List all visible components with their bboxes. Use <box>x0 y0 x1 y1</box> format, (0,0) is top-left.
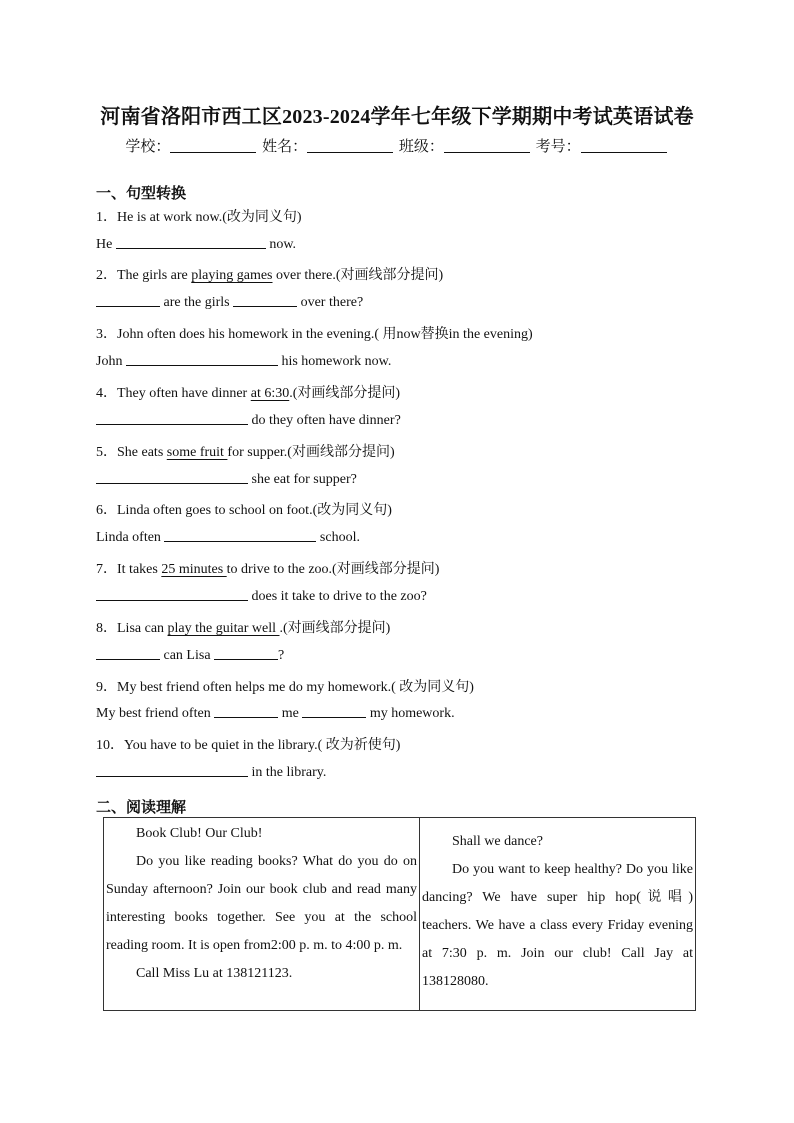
q6-answer: Linda often school. <box>96 530 360 545</box>
q5-underlined: some fruit <box>166 445 228 460</box>
q2-blank-2[interactable] <box>233 294 297 307</box>
book-club-title: Book Club! Our Club! <box>136 826 263 841</box>
book-club-ad <box>104 818 420 1011</box>
q10-prompt: 10．You have to be quiet in the library.( 改为祈使句) <box>96 738 401 753</box>
book-club-call: Call Miss Lu at 138121123. <box>136 966 293 981</box>
q2-underlined: playing games <box>191 268 273 283</box>
q6-prompt: 6．Linda often goes to school on foot.(改为同义句) <box>96 503 392 518</box>
q4-underlined: at 6:30 <box>250 386 290 401</box>
section1-heading: 一、句型转换 <box>96 186 187 202</box>
q7-prompt: 7．It takes 25 minutes to drive to the zoo.(对画线部分提问) <box>96 562 440 577</box>
q8-prompt: 8．Lisa can play the guitar well .(对画线部分提问) <box>96 621 391 636</box>
q8-answer: can Lisa ? <box>96 647 284 664</box>
q7-answer: does it take to drive to the zoo? <box>96 588 427 605</box>
q1-blank[interactable] <box>116 236 266 249</box>
name-label: 姓名： <box>262 139 308 155</box>
q1-prompt: 1．He is at work now.(改为同义句) <box>96 210 302 225</box>
school-blank[interactable] <box>170 138 256 153</box>
q2-answer: are the girls over there? <box>96 294 363 311</box>
student-info-row <box>0 135 794 156</box>
section2-heading: 二、阅读理解 <box>96 800 187 816</box>
q2-blank-1[interactable] <box>96 294 160 307</box>
dance-club-title: Shall we dance? <box>452 834 543 849</box>
q8-blank-1[interactable] <box>96 647 160 660</box>
q7-blank[interactable] <box>96 588 248 601</box>
q9-answer: My best friend often me my homework. <box>96 706 455 721</box>
q3-prompt: 3．John often does his homework in the evening.( 用now替换in the evening) <box>96 327 533 342</box>
q2-prompt: 2．The girls are playing games over there.(对画线部分提问) <box>96 268 444 283</box>
book-club-body: Do you like reading books? What do you do on Sunday afternoon? Join our book club and read many interesting books together. See you at the school reading room. It is open from2:00 p. m. to 4:00 p. m. <box>106 854 417 953</box>
q5-answer: she eat for supper? <box>96 471 357 488</box>
q4-answer: do they often have dinner? <box>96 412 401 429</box>
dance-club-body: Do you want to keep healthy? Do you like dancing? We have super hip hop(说唱) teachers. We have a class every Friday evening at 7:30 p. m. Join our club! Call Jay at 138128080. <box>422 862 693 989</box>
dance-club-ad <box>420 818 696 1011</box>
q4-blank[interactable] <box>96 412 248 425</box>
name-blank[interactable] <box>307 138 393 153</box>
number-label: 考号： <box>535 139 581 155</box>
page-title: 河南省洛阳市西工区2023-2024学年七年级下学期期中考试英语试卷 <box>100 106 694 128</box>
q5-prompt: 5．She eats some fruit for supper.(对画线部分提问) <box>96 445 395 460</box>
q8-underlined: play the guitar well <box>167 621 280 636</box>
q9-blank-2[interactable] <box>302 705 366 718</box>
number-blank[interactable] <box>581 138 667 153</box>
q10-blank[interactable] <box>96 764 248 777</box>
q4-prompt: 4．They often have dinner at 6:30.(对画线部分提问) <box>96 386 401 401</box>
class-blank[interactable] <box>444 138 530 153</box>
q7-underlined: 25 minutes <box>161 562 227 577</box>
q9-prompt: 9．My best friend often helps me do my homework.( 改为同义句) <box>96 680 474 695</box>
q6-blank[interactable] <box>164 529 316 542</box>
q3-blank[interactable] <box>126 353 278 366</box>
q5-blank[interactable] <box>96 471 248 484</box>
reading-table <box>103 817 696 1011</box>
class-label: 班级： <box>398 139 444 155</box>
q1-answer: He now. <box>96 237 297 252</box>
q10-answer: in the library. <box>96 764 326 781</box>
q3-answer: John his homework now. <box>96 354 392 369</box>
q9-blank-1[interactable] <box>214 705 278 718</box>
school-label: 学校： <box>125 139 171 155</box>
q8-blank-2[interactable] <box>214 647 278 660</box>
